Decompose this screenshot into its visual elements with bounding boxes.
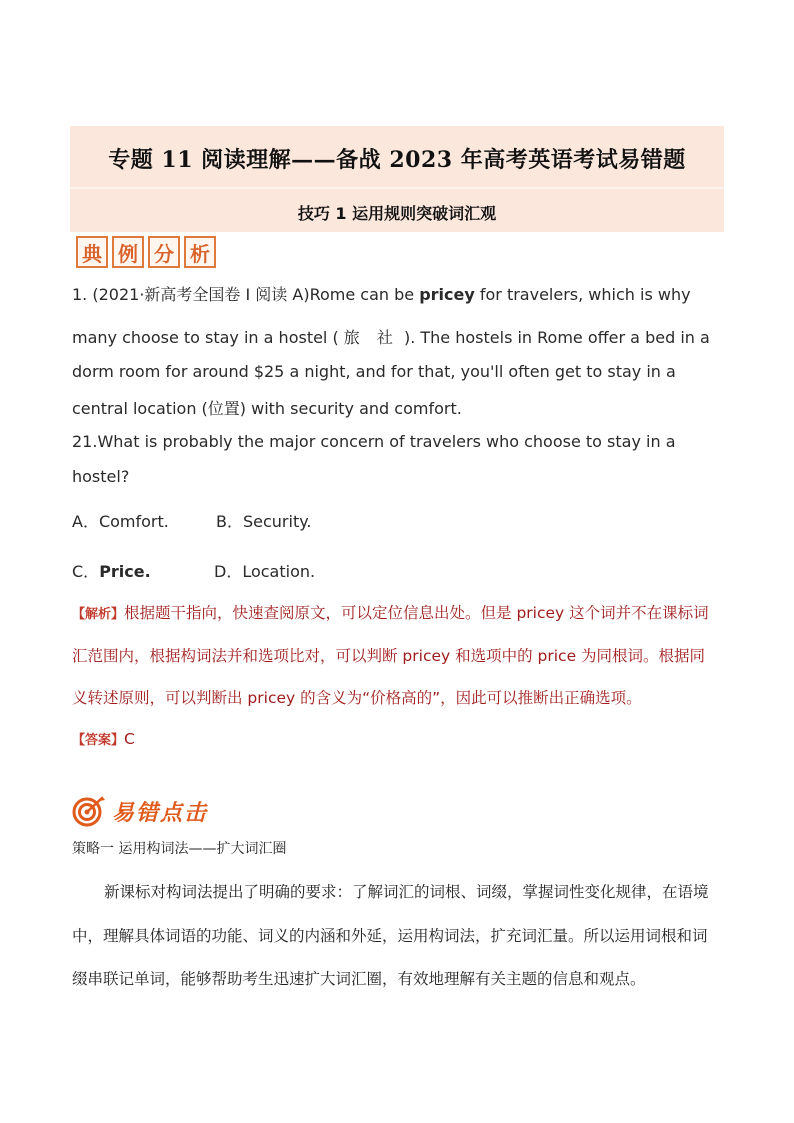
body-line-2: 中，理解具体词语的功能、词义的内涵和外延，运用构词法，扩充词汇量。所以运用词根和词 bbox=[72, 927, 708, 945]
answer-line bbox=[72, 729, 135, 748]
question-text: for travelers, which is why bbox=[474, 285, 691, 304]
analysis-line-1 bbox=[72, 601, 709, 623]
question-line-1 bbox=[72, 282, 691, 305]
page-subtitle: 技巧 1 运用规则突破词汇观 bbox=[297, 204, 497, 223]
question-stem: 21.What is probably the major concern of travelers who choose to stay in a bbox=[72, 432, 676, 451]
analysis-line-3: 义转述原则，可以判断出 pricey 的含义为“价格高的”，因此可以推断出正确选项。 bbox=[72, 689, 642, 707]
answer-value: C bbox=[124, 730, 135, 748]
strategy-heading: 策略一 运用构词法——扩大词汇圈 bbox=[72, 841, 287, 857]
option-d: D．Location. bbox=[214, 562, 316, 581]
question-text: many choose to stay in a hostel ( bbox=[72, 328, 344, 347]
badge-char: 典 bbox=[76, 236, 108, 268]
badge-char: 析 bbox=[184, 236, 216, 268]
target-icon bbox=[72, 794, 106, 828]
gloss-hostel: 旅 社 bbox=[343, 328, 399, 347]
option-a: A．Comfort. bbox=[72, 512, 169, 531]
analysis-tag: 【解析】 bbox=[72, 607, 125, 622]
body-line-3: 缀串联记单词，能够帮助考生迅速扩大词汇圈，有效地理解有关主题的信息和观点。 bbox=[72, 970, 646, 988]
page-title: 专题 11 阅读理解——备战 2023 年高考英语考试易错题 bbox=[108, 147, 686, 173]
option-b: B．Security. bbox=[216, 512, 312, 531]
body-line-1: 新课标对构词法提出了明确的要求：了解词汇的词根、词缀，掌握词性变化规律，在语境 bbox=[104, 883, 709, 901]
error-prone-label: 易错点击 bbox=[112, 799, 209, 826]
header-divider bbox=[70, 187, 724, 189]
question-line-4: central location (位置) with security and comfort. bbox=[72, 399, 462, 418]
error-prone-header bbox=[72, 794, 208, 828]
badge-char: 例 bbox=[112, 236, 144, 268]
question-stem-end: hostel? bbox=[72, 467, 130, 486]
keyword-pricey: pricey bbox=[419, 285, 475, 304]
question-text: 1. (2021·新高考全国卷 I 阅读 A)Rome can be bbox=[72, 285, 420, 304]
option-c bbox=[72, 559, 151, 582]
analysis-text: 根据题干指向，快速查阅原文，可以定位信息出处。但是 pricey 这个词并不在课标词 bbox=[124, 604, 709, 622]
question-line-2 bbox=[72, 325, 710, 348]
analysis-line-2: 汇范围内，根据构词法并和选项比对，可以判断 pricey 和选项中的 price 为同根词。根据同 bbox=[72, 647, 706, 665]
question-line-3: dorm room for around $25 a night, and for that, you'll often get to stay in a bbox=[72, 362, 676, 381]
option-c-text: Price. bbox=[99, 562, 151, 581]
option-c-letter: C． bbox=[72, 562, 100, 581]
question-text: ). The hostels in Rome offer a bed in a bbox=[398, 328, 710, 347]
example-analysis-badge bbox=[76, 236, 216, 268]
badge-char: 分 bbox=[148, 236, 180, 268]
answer-tag: 【答案】 bbox=[72, 733, 125, 748]
